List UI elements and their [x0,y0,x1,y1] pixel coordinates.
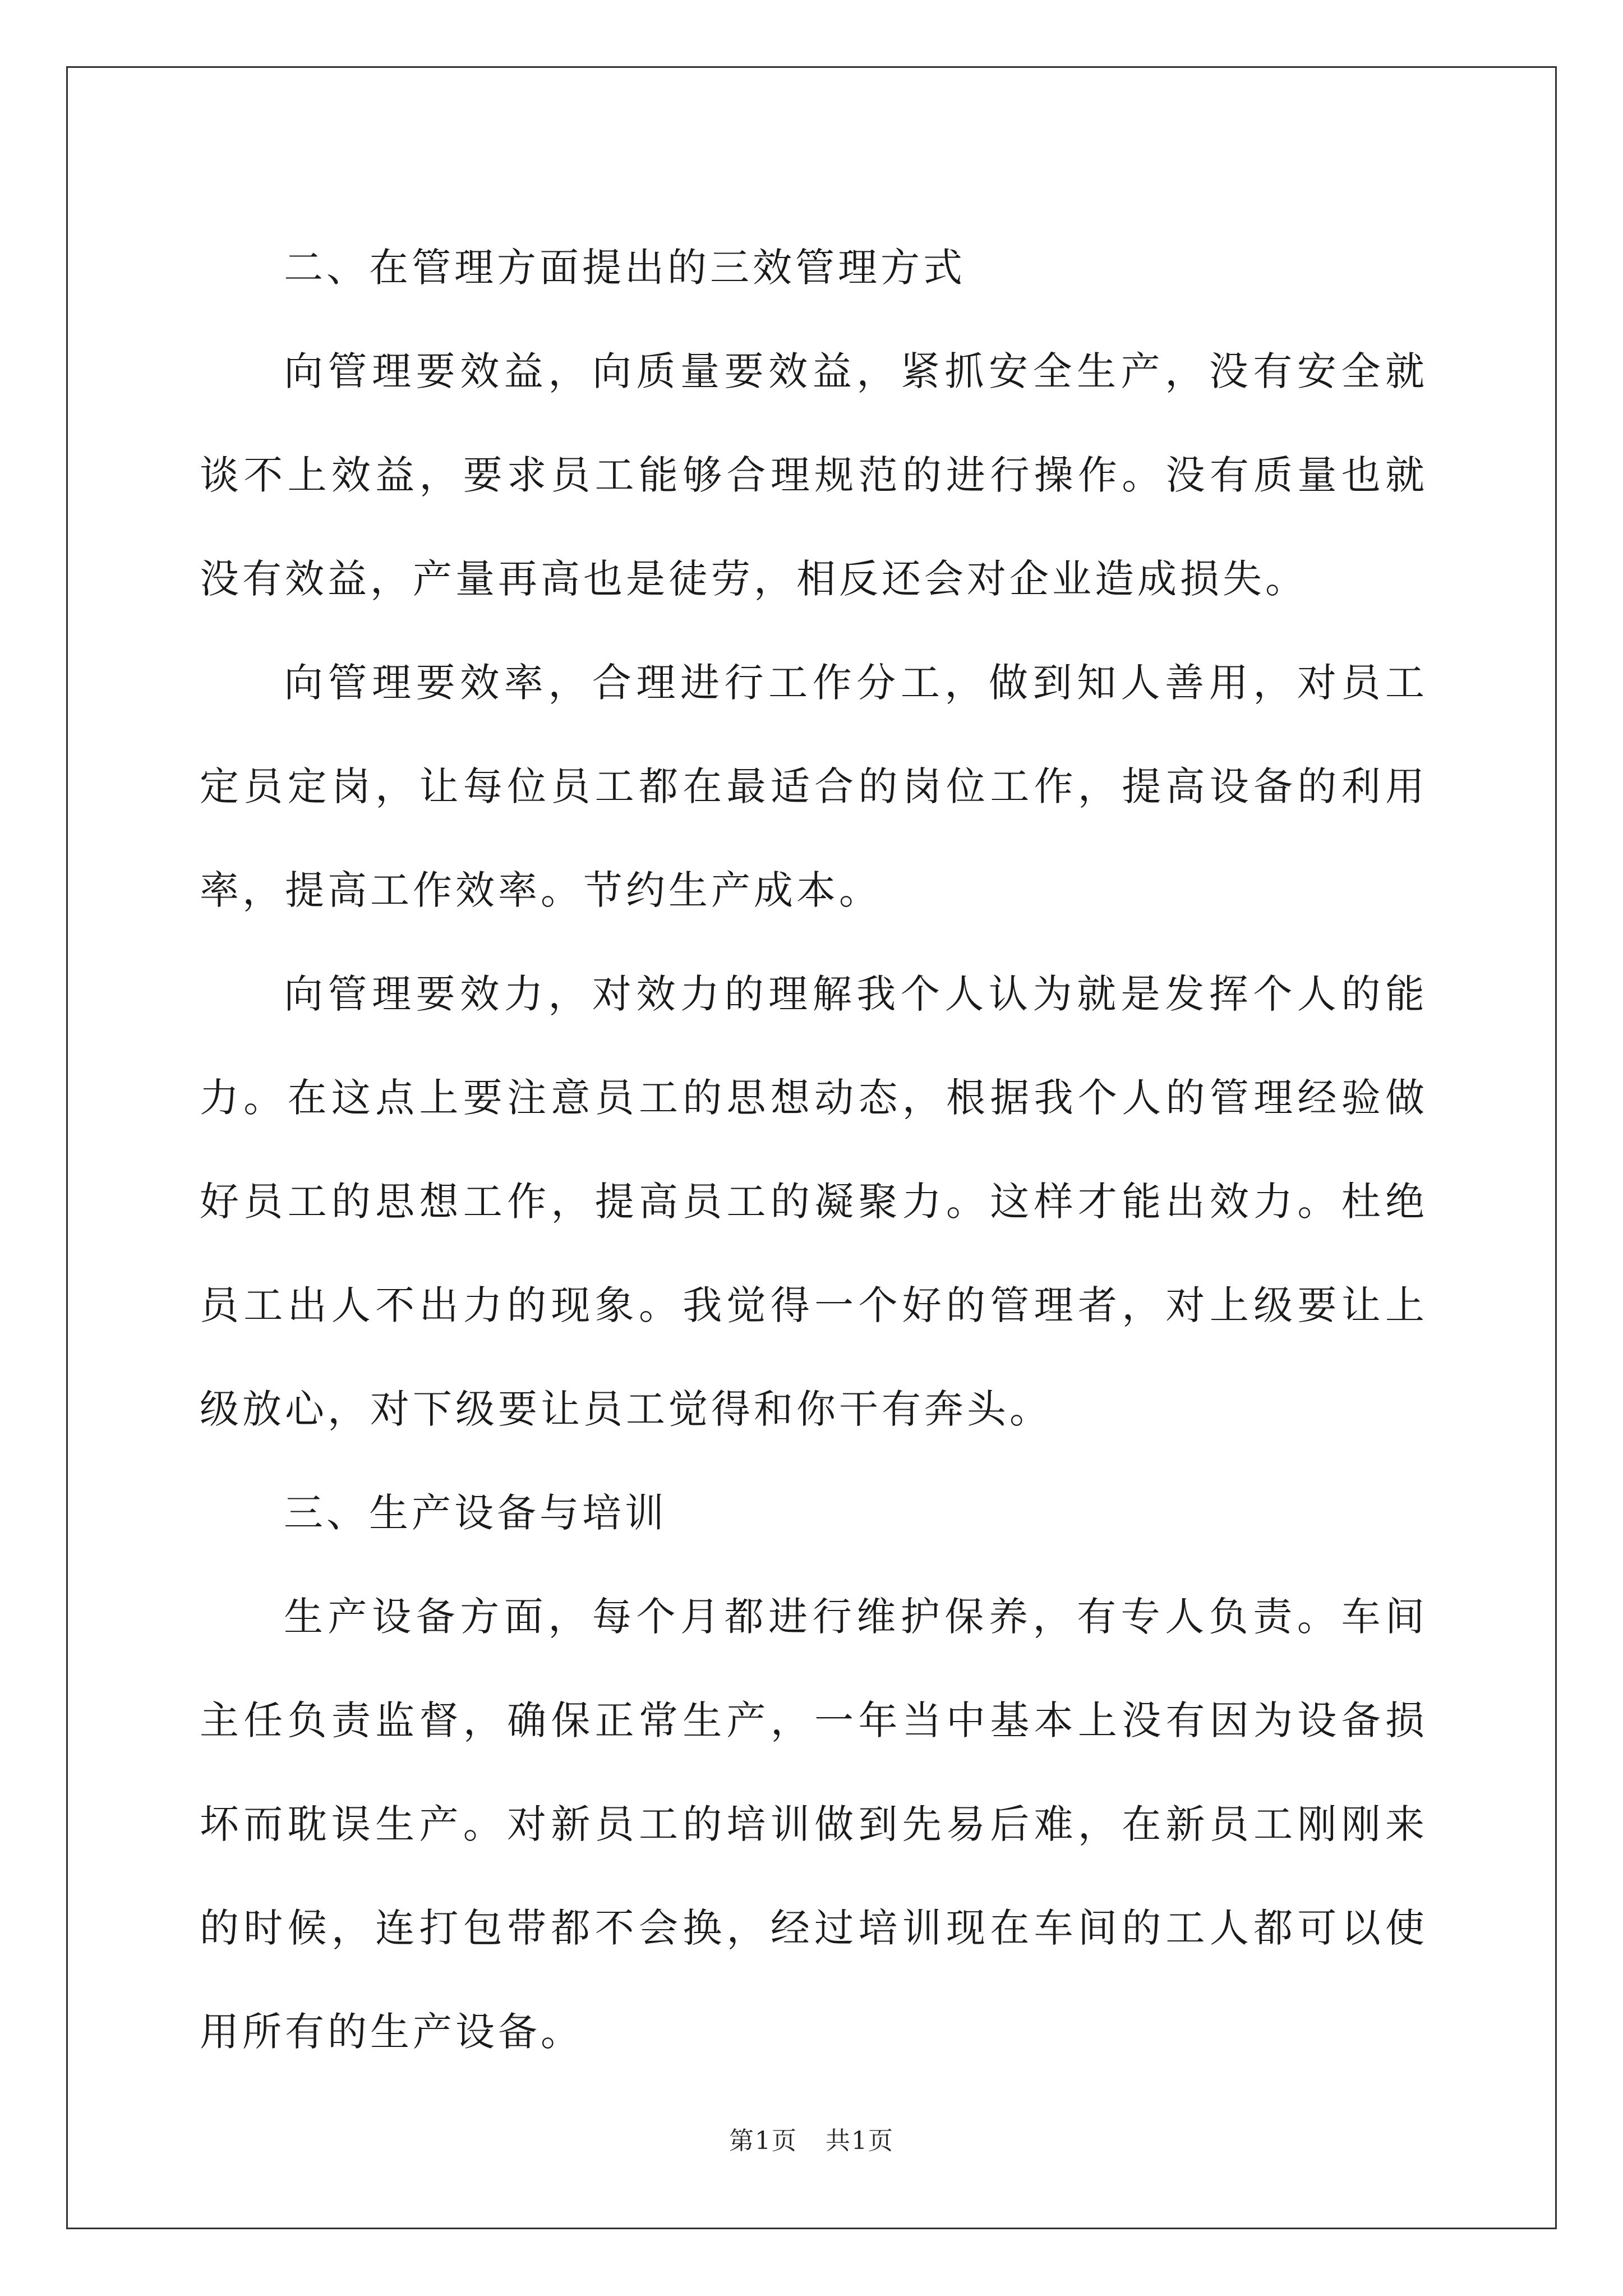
paragraph-efficiency-benefit: 向管理要效益，向质量要效益，紧抓安全生产，没有安全就谈不上效益，要求员工能够合理规范的进行操作。没有质量也就没有效益，产量再高也是徒劳，相反还会对企业造成损失。 [200,348,1428,602]
page-footer [0,2120,1623,2156]
paragraph-efficiency-power: 向管理要效力，对效力的理解我个人认为就是发挥个人的能力。在这点上要注意员工的思想动态，根据我个人的管理经验做好员工的思想工作，提高员工的凝聚力。这样才能出效力。杜绝员工出人不出力的现象。我觉得一个好的管理者，对上级要让上级放心，对下级要让员工觉得和你干有奔头。 [200,971,1428,1432]
section-heading-management: 二、在管理方面提出的三效管理方式 [284,245,966,291]
document-body [200,216,1428,2084]
page-total: 共1页 [826,2127,894,2155]
page-number: 第1页 [729,2127,797,2155]
paragraph-efficiency-rate: 向管理要效率，合理进行工作分工，做到知人善用，对员工定员定岗，让每位员工都在最适合的岗位工作，提高设备的利用率，提高工作效率。节约生产成本。 [200,660,1428,913]
paragraph-equipment-training: 生产设备方面，每个月都进行维护保养，有专人负责。车间主任负责监督，确保正常生产，一年当中基本上没有因为设备损坏而耽误生产。对新员工的培训做到先易后难，在新员工刚刚来的时候，连打包带都不会换，经过培训现在车间的工人都可以使用所有的生产设备。 [200,1594,1428,2055]
section-heading-equipment: 三、生产设备与培训 [284,1490,667,1536]
